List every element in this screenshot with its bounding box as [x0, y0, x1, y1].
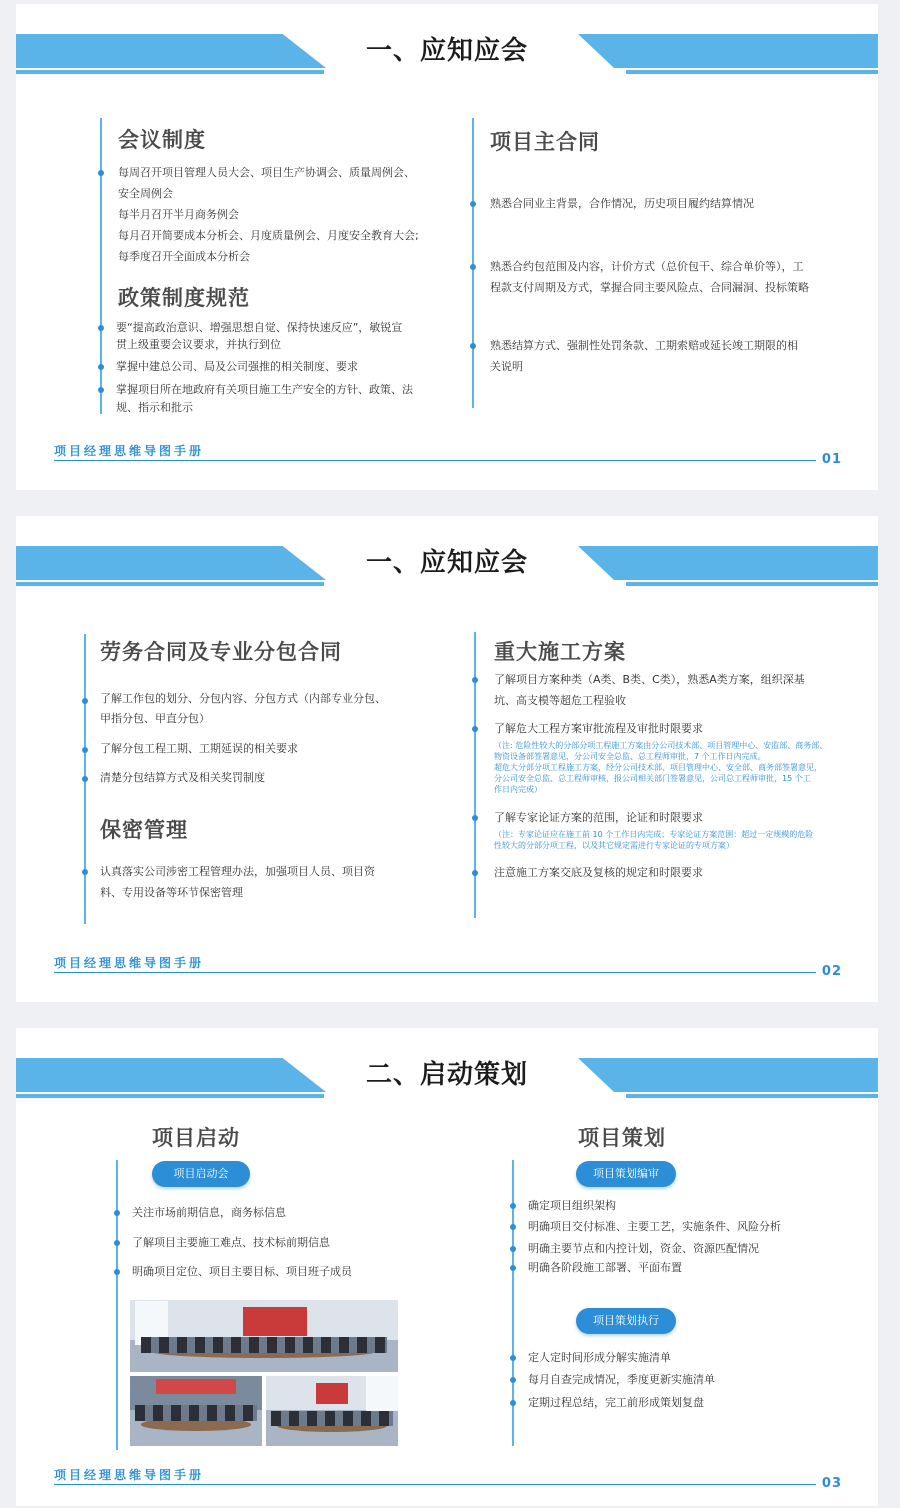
- bullet-dot: [114, 1269, 120, 1275]
- list-item: 掌握中建总公司、局及公司强推的相关制度、要求: [116, 360, 358, 373]
- list-item: 每周召开项目管理人员大会、项目生产协调会、质量周例会、: [118, 166, 415, 179]
- list-item: 注意施工方案交底及复核的规定和时限要求: [494, 866, 703, 879]
- bullet-dot: [510, 1224, 516, 1230]
- bullet-dot: [114, 1240, 120, 1246]
- bullet-dot: [510, 1377, 516, 1383]
- meeting-photo: [266, 1376, 398, 1446]
- page-title: 一、应知应会: [365, 548, 528, 578]
- header-band-left-line: [16, 70, 324, 74]
- meeting-photo: [130, 1376, 262, 1446]
- list-item: 贯上级重要会议要求，并执行到位: [116, 338, 281, 351]
- list-item: 每月自查完成情况，季度更新实施清单: [528, 1373, 715, 1386]
- list-item: 熟悉合同业主背景，合作情况，历史项目履约结算情况: [490, 197, 754, 210]
- page-2: [16, 516, 878, 1002]
- section-title-policy: 政策制度规范: [118, 286, 250, 310]
- bullet-dot: [510, 1203, 516, 1209]
- page-3: [16, 1028, 878, 1506]
- list-item: 安全周例会: [118, 187, 173, 200]
- footer-line: [54, 460, 816, 461]
- header-band-right-line: [626, 582, 878, 586]
- header-band-right-line: [626, 1094, 878, 1098]
- list-item: 熟悉合约包范围及内容，计价方式（总价包干、综合单价等），工: [490, 260, 804, 273]
- bullet-dot: [472, 870, 478, 876]
- section-title-main-contract: 项目主合同: [490, 130, 600, 154]
- list-item: 明确各阶段施工部署、平面布置: [528, 1261, 682, 1274]
- bullet-dot: [82, 776, 88, 782]
- bullet-dot: [470, 264, 476, 270]
- section-title-project-planning: 项目策划: [578, 1126, 666, 1150]
- footer-line: [54, 1484, 816, 1485]
- list-item: 了解项目方案种类（A类、B类、C类），熟悉A类方案，组织深基: [494, 673, 805, 686]
- planning-execution-pill: 项目策划执行: [576, 1308, 676, 1334]
- page-number: 01: [821, 452, 842, 467]
- list-item: 每季度召开全面成本分析会: [118, 250, 250, 263]
- list-item: 定人定时间形成分解实施清单: [528, 1351, 671, 1364]
- list-item: 程款支付周期及方式，掌握合同主要风险点、合同漏洞、投标策略: [490, 281, 809, 294]
- list-item: 掌握项目所在地政府有关项目施工生产安全的方针、政策、法: [116, 383, 413, 396]
- bullet-dot: [472, 677, 478, 683]
- list-item: 关说明: [490, 360, 523, 373]
- bullet-dot: [82, 869, 88, 875]
- header-band-left-line: [16, 1094, 324, 1098]
- note-line: 作日内完成）: [494, 785, 542, 794]
- bullet-dot: [472, 726, 478, 732]
- list-item: 认真落实公司涉密工程管理办法，加强项目人员、项目资: [100, 865, 375, 878]
- list-item: 明确项目交付标准、主要工艺，实施条件、风险分析: [528, 1220, 781, 1233]
- list-item: 明确主要节点和内控计划，资金、资源匹配情况: [528, 1242, 759, 1255]
- bullet-dot: [82, 747, 88, 753]
- header-band-right-line: [626, 70, 878, 74]
- list-item: 确定项目组织架构: [528, 1199, 616, 1212]
- note-line: 超危大分部分项工程施工方案，经分公司技术部、项目管理中心、安全部、商务部签署意见，: [494, 763, 822, 772]
- note-line: （注: 危险性较大的分部分项工程施工方案由分公司技术部、项目管理中心、安监部、商务部、: [494, 741, 828, 750]
- start-meeting-pill: 项目启动会: [152, 1161, 250, 1187]
- right-column-line: [472, 118, 474, 408]
- header-band-left-line: [16, 582, 324, 586]
- list-item: 规、指示和批示: [116, 401, 193, 414]
- section-title-meeting: 会议制度: [118, 128, 206, 152]
- list-item: 每月召开简要成本分析会、月度质量例会、月度安全教育大会;: [118, 229, 419, 242]
- footer-label: 项目经理思维导图手册: [54, 1468, 205, 1482]
- list-item: 甲指分包、甲直分包）: [100, 712, 210, 725]
- list-item: 坑、高支模等超危工程验收: [494, 694, 626, 707]
- list-item: 了解项目主要施工难点、技术标前期信息: [132, 1236, 330, 1249]
- list-item: 熟悉结算方式、强制性处罚条款、工期索赔或延长竣工期限的相: [490, 339, 798, 352]
- list-item: 每半月召开半月商务例会: [118, 208, 239, 221]
- note-line: 性较大的分部分项工程，以及其它规定需进行专家论证的专项方案）: [494, 841, 734, 850]
- list-item: 料、专用设备等环节保密管理: [100, 886, 243, 899]
- section-title-labor-contract: 劳务合同及专业分包合同: [100, 640, 342, 664]
- page-1: [16, 4, 878, 490]
- section-title-construction-plan: 重大施工方案: [494, 640, 626, 664]
- section-title-confidentiality: 保密管理: [100, 818, 188, 842]
- page-title: 二、启动策划: [365, 1060, 528, 1090]
- list-item: 关注市场前期信息，商务标信息: [132, 1206, 286, 1219]
- list-item: 要“提高政治意识、增强思想自觉、保持快速反应”，敏锐宣: [116, 321, 403, 334]
- bullet-dot: [470, 343, 476, 349]
- list-item: 了解专家论证方案的范围，论证和时限要求: [494, 811, 703, 824]
- list-item: 明确项目定位、项目主要目标、项目班子成员: [132, 1265, 352, 1278]
- page-number: 03: [821, 1476, 842, 1491]
- bullet-dot: [98, 170, 104, 176]
- bullet-dot: [510, 1265, 516, 1271]
- bullet-dot: [510, 1246, 516, 1252]
- section-title-project-start: 项目启动: [152, 1126, 240, 1150]
- bullet-dot: [472, 815, 478, 821]
- bullet-dot: [82, 698, 88, 704]
- note-line: 分公司安全总监、总工程师审核，报公司相关部门签署意见，公司总工程师审批，15 个工: [494, 774, 811, 783]
- list-item: 清楚分包结算方式及相关奖罚制度: [100, 771, 265, 784]
- list-item: 了解危大工程方案审批流程及审批时限要求: [494, 722, 703, 735]
- page-number: 02: [821, 964, 842, 979]
- footer-label: 项目经理思维导图手册: [54, 444, 205, 458]
- bullet-dot: [98, 387, 104, 393]
- bullet-dot: [98, 325, 104, 331]
- bullet-dot: [510, 1400, 516, 1406]
- planning-review-pill: 项目策划编审: [576, 1161, 676, 1187]
- list-item: 了解工作包的划分、分包内容、分包方式（内部专业分包、: [100, 692, 386, 705]
- footer-line: [54, 972, 816, 973]
- note-line: （注：专家论证应在施工前 10 个工作日内完成；专家论证方案范围：超过一定规模的危险: [494, 830, 814, 839]
- list-item: 了解分包工程工期、工期延误的相关要求: [100, 742, 298, 755]
- list-item: 定期过程总结，完工前形成策划复盘: [528, 1396, 704, 1409]
- note-line: 物资设备部签署意见，分公司安全总监、总工程师审批，7 个工作日内完成。: [494, 752, 766, 761]
- bullet-dot: [470, 201, 476, 207]
- footer-label: 项目经理思维导图手册: [54, 956, 205, 970]
- left-column-line: [116, 1160, 118, 1450]
- bullet-dot: [510, 1355, 516, 1361]
- bullet-dot: [114, 1210, 120, 1216]
- meeting-photo: [130, 1300, 398, 1372]
- page-title: 一、应知应会: [365, 36, 528, 66]
- bullet-dot: [98, 364, 104, 370]
